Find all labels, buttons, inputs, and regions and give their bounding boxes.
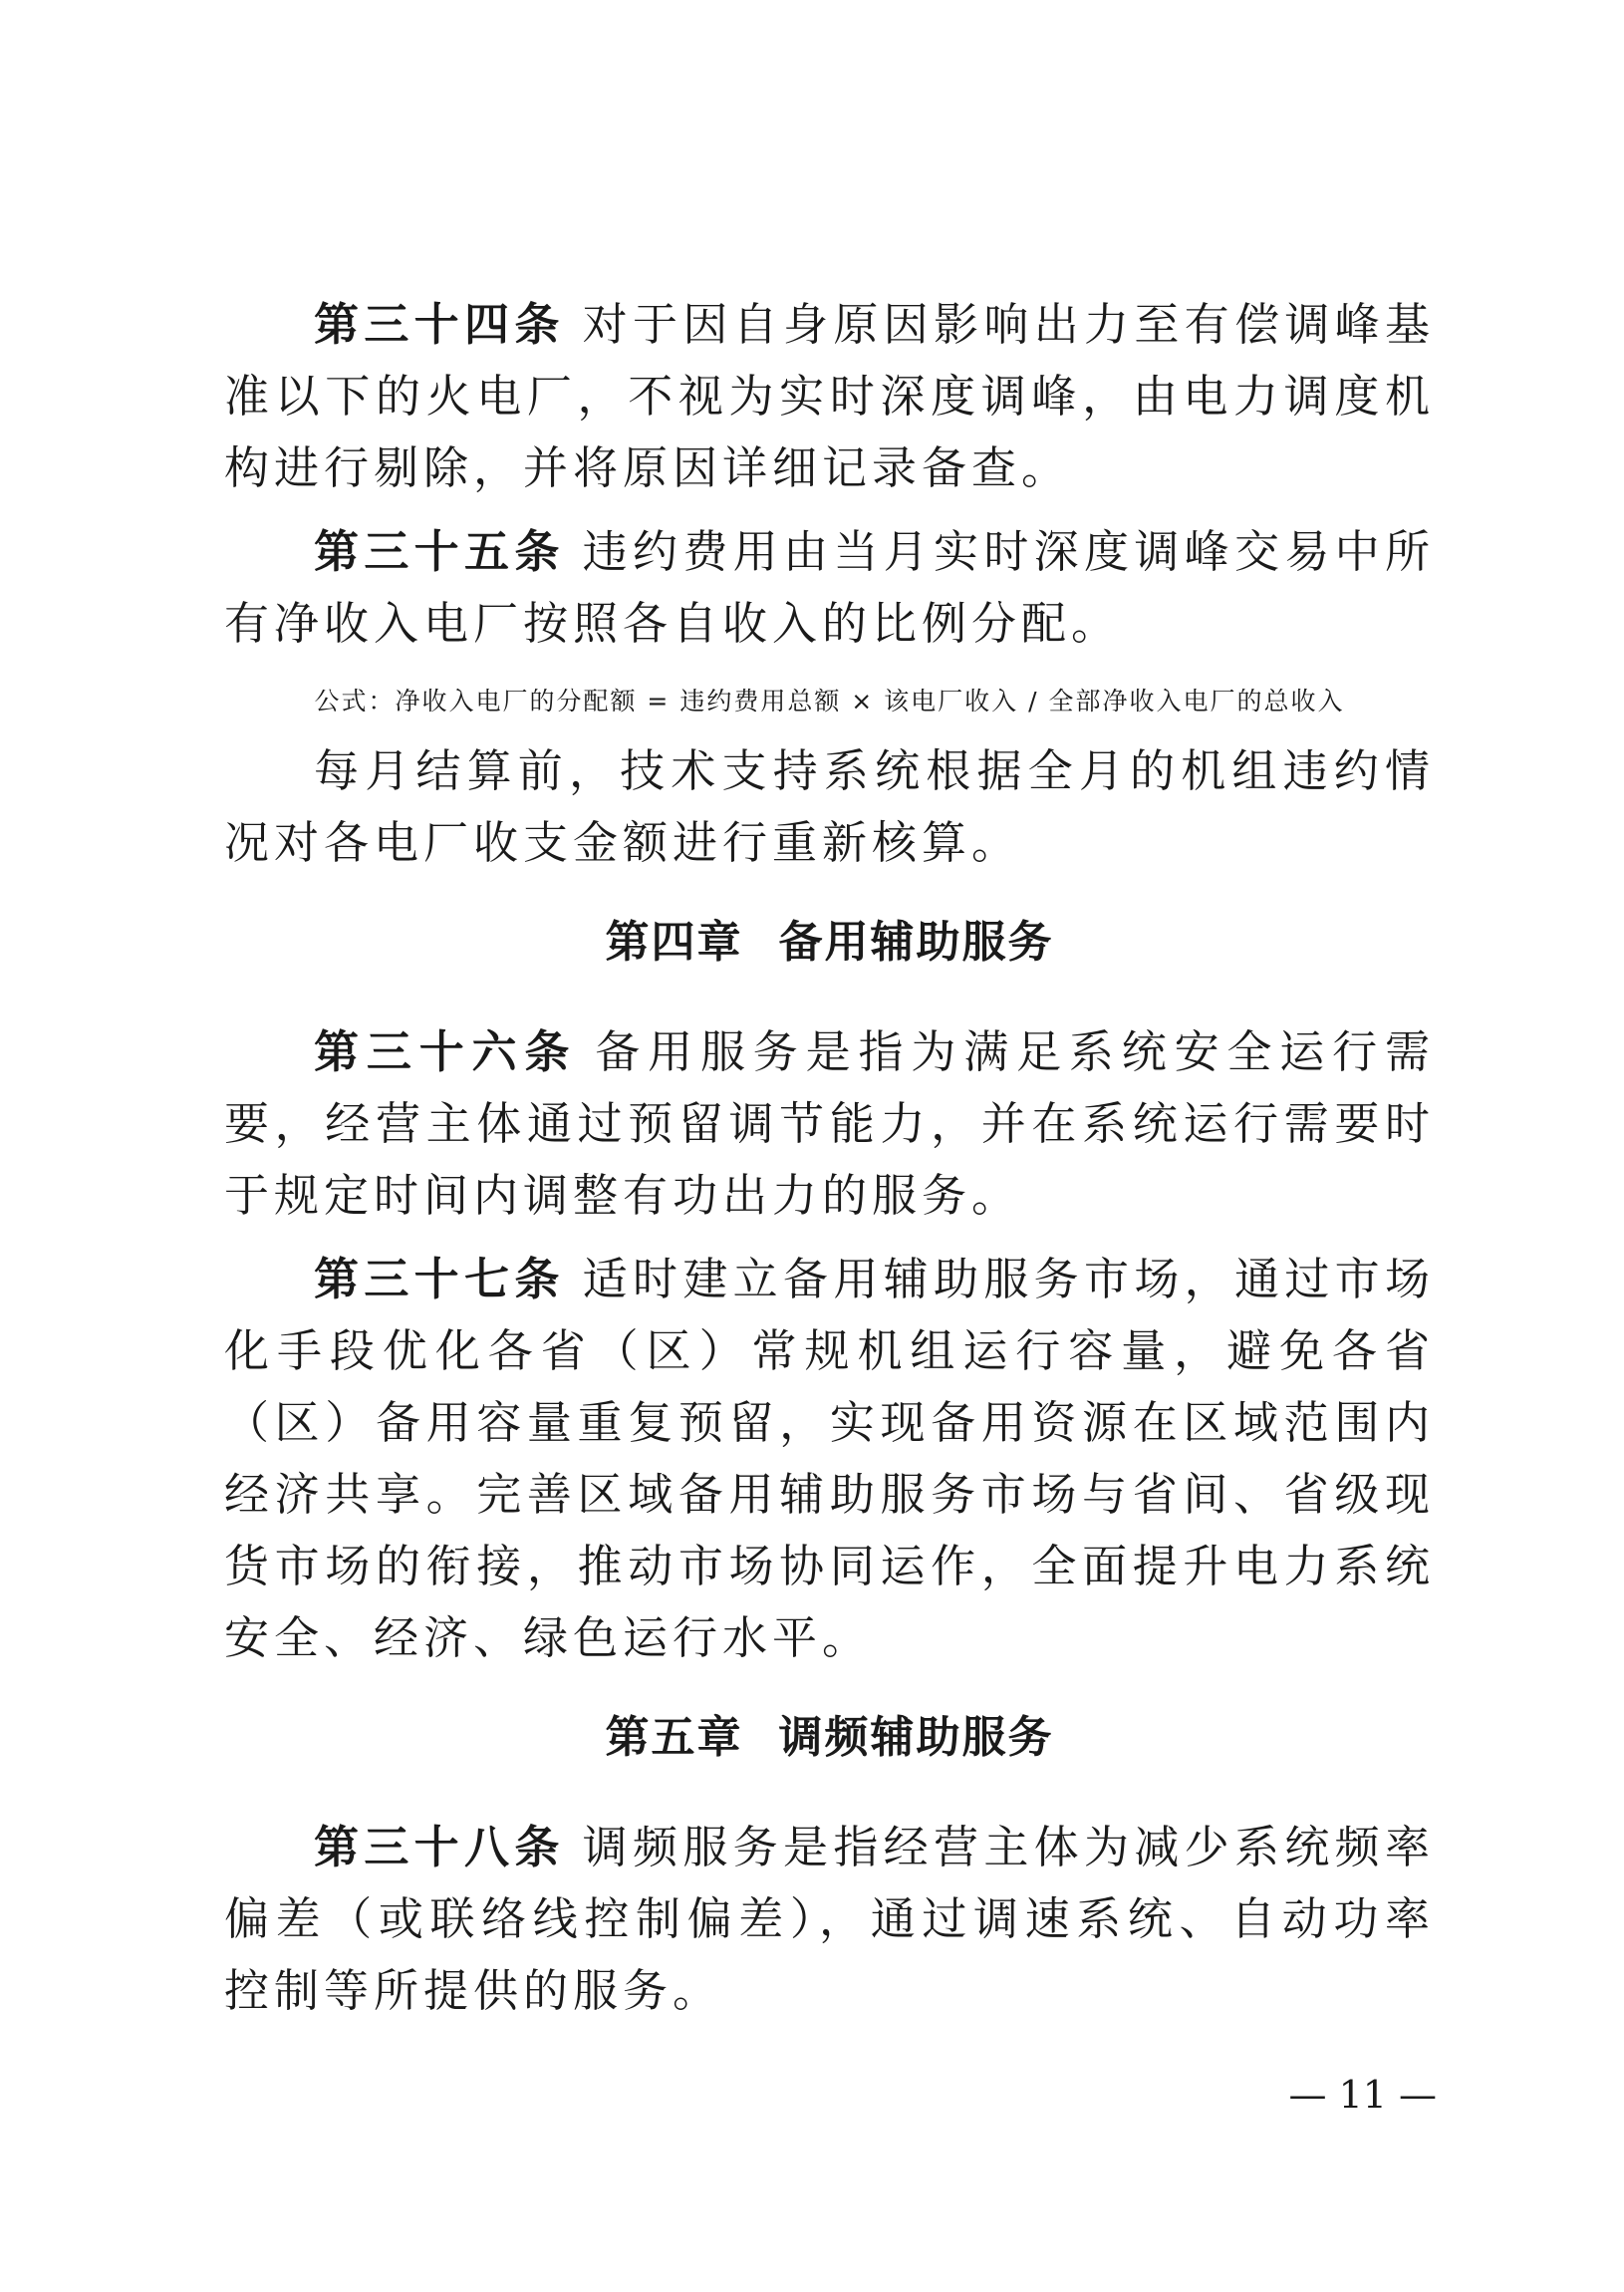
chapter-4-heading <box>224 907 1435 979</box>
article-35 <box>224 516 1435 660</box>
article-36-body: 备用服务是指为满足系统安全运行需要，经营主体通过预留调节能力，并在系统运行需要时于规定时间内调整有功出力的服务。 <box>224 1025 1435 1222</box>
distribution-formula: 公式：净收入电厂的分配额 = 违约费用总额 × 该电厂收入 / 全部净收入电厂的总收入 <box>314 687 1345 716</box>
article-37-body: 适时建立备用辅助服务市场，通过市场化手段优化各省（区）常规机组运行容量，避免各省（区）备用容量重复预留，实现备用资源在区域范围内经济共享。完善区域备用辅助服务市场与省间、省级现货市场的衔接，推动市场协同运作，全面提升电力系统安全、经济、绿色运行水平。 <box>224 1253 1435 1664</box>
chapter-4-title: 备用辅助服务 <box>778 917 1054 968</box>
chapter-5-title: 调频辅助服务 <box>778 1712 1054 1763</box>
article-34-title: 第三十四条 <box>314 298 565 351</box>
article-38 <box>224 1812 1435 2027</box>
article-35-body: 违约费用由当月实时深度调峰交易中所有净收入电厂按照各自收入的比例分配。 <box>224 525 1435 650</box>
article-34-body: 对于因自身原因影响出力至有偿调峰基准以下的火电厂，不视为实时深度调峰，由电力调度机构进行剔除，并将原因详细记录备查。 <box>224 298 1435 494</box>
chapter-5-number: 第五章 <box>605 1712 743 1763</box>
article-36 <box>224 1016 1435 1232</box>
settlement-paragraph: 每月结算前，技术支持系统根据全月的机组违约情况对各电厂收支金额进行重新核算。 <box>224 744 1435 869</box>
article-36-title: 第三十六条 <box>314 1025 578 1078</box>
document-body <box>224 289 1435 2027</box>
chapter-4-number: 第四章 <box>605 917 743 968</box>
article-37-title: 第三十七条 <box>314 1253 565 1305</box>
article-37 <box>224 1244 1435 1674</box>
article-35-title: 第三十五条 <box>314 525 565 578</box>
chapter-5-heading <box>224 1702 1435 1774</box>
page-number: — 11 — <box>1288 2073 1437 2117</box>
article-38-title: 第三十八条 <box>314 1821 565 1873</box>
article-38-body: 调频服务是指经营主体为减少系统频率偏差（或联络线控制偏差），通过调速系统、自动功率控制等所提供的服务。 <box>224 1821 1435 2017</box>
article-34 <box>224 289 1435 504</box>
